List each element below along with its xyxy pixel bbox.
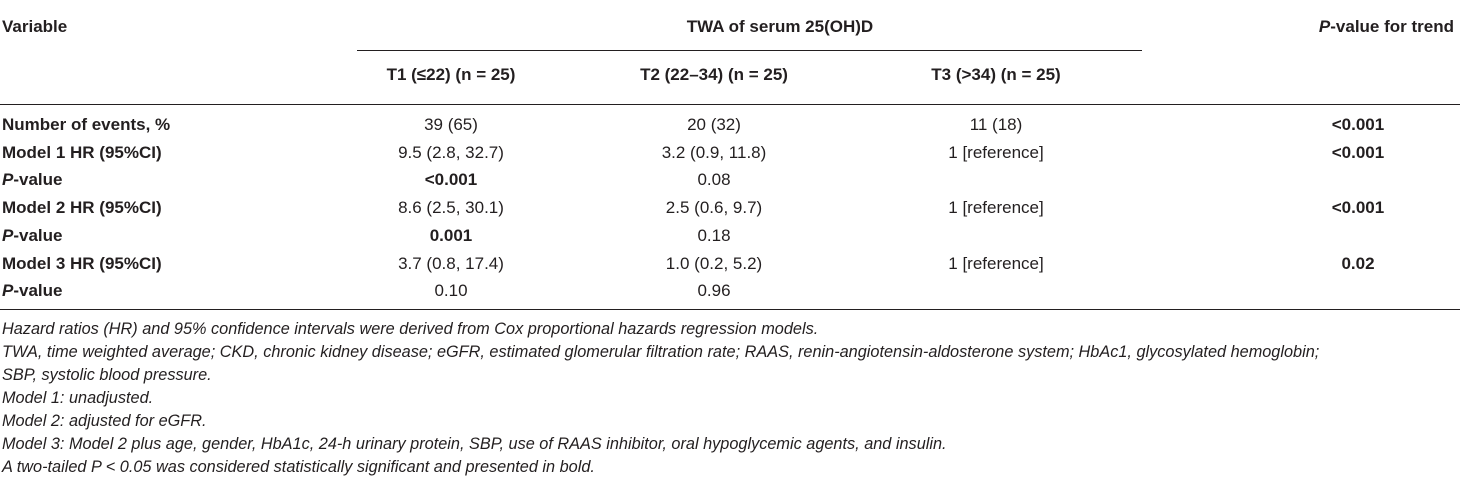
cell-t1: 3.7 (0.8, 17.4)	[398, 254, 504, 273]
row-label-text: -value	[13, 226, 63, 245]
footnote: SBP, systolic blood pressure.	[2, 366, 212, 384]
cell-t1: 9.5 (2.8, 32.7)	[398, 143, 504, 162]
cell-t3: 11 (18)	[969, 115, 1023, 134]
header-variable: Variable	[2, 17, 68, 36]
cell-t2: 0.08	[697, 170, 731, 189]
bottom-rule	[0, 309, 1460, 310]
footnote: TWA, time weighted average; CKD, chronic kidney disease; eGFR, estimated glomerular filtration rate; RAAS, renin-angiotensin-aldosterone system; HbAc1, glycosylated hemoglobin;	[2, 343, 1320, 361]
group-rule	[357, 50, 1142, 51]
cell-t2: 20 (32)	[687, 115, 741, 134]
row-label-text: Model 3 HR (95%CI)	[2, 254, 162, 273]
footnote: Model 2: adjusted for eGFR.	[2, 412, 207, 430]
cell-t2: 2.5 (0.6, 9.7)	[665, 198, 763, 217]
header-group: TWA of serum 25(OH)D	[686, 17, 874, 36]
cell-t2: 3.2 (0.9, 11.8)	[661, 143, 767, 162]
cell-t3: 1 [reference]	[948, 198, 1044, 217]
cell-t3: 1 [reference]	[948, 143, 1044, 162]
row-label	[2, 170, 62, 190]
cell-trend: <0.001	[1331, 115, 1385, 134]
row-label-text: Model 2 HR (95%CI)	[2, 198, 162, 217]
row-label-text: -value	[13, 281, 63, 300]
cell-trend: 0.02	[1341, 254, 1375, 273]
row-label-italic: P	[2, 281, 14, 300]
cell-t1: 8.6 (2.5, 30.1)	[398, 198, 504, 217]
cell-t1: 0.10	[434, 281, 468, 300]
header-trend-rest: -value for trend	[1330, 17, 1454, 36]
cell-t1: <0.001	[424, 170, 478, 189]
cell-t2: 1.0 (0.2, 5.2)	[665, 254, 763, 273]
header-trend-italic: P	[1318, 17, 1331, 36]
cell-trend: <0.001	[1331, 143, 1385, 162]
header-t3: T3 (>34) (n = 25)	[931, 65, 1061, 84]
cell-t1: 39 (65)	[424, 115, 478, 134]
cell-t3: 1 [reference]	[948, 254, 1044, 273]
row-label	[2, 226, 62, 246]
cell-trend: <0.001	[1331, 198, 1385, 217]
row-label	[2, 198, 162, 218]
row-label-italic: P	[2, 226, 14, 245]
row-label-italic: P	[2, 170, 14, 189]
row-label-text: Number of events, %	[2, 115, 171, 134]
header-t1: T1 (≤22) (n = 25)	[386, 65, 516, 84]
cell-t1: 0.001	[429, 226, 473, 245]
footnote: Hazard ratios (HR) and 95% confidence intervals were derived from Cox proportional hazards regression models.	[2, 320, 819, 338]
row-label	[2, 143, 162, 163]
row-label-text: Model 1 HR (95%CI)	[2, 143, 162, 162]
row-label	[2, 254, 162, 274]
footnote: Model 3: Model 2 plus age, gender, HbA1c, 24-h urinary protein, SBP, use of RAAS inhibitor, oral hypoglycemic agents, and insulin.	[2, 435, 947, 453]
footnote: Model 1: unadjusted.	[2, 389, 154, 407]
header-rule	[0, 104, 1460, 105]
row-label	[2, 281, 62, 301]
row-label-text: -value	[13, 170, 63, 189]
footnote: A two-tailed P < 0.05 was considered statistically significant and presented in bold.	[2, 458, 595, 476]
row-label	[2, 115, 170, 135]
header-t2: T2 (22–34) (n = 25)	[640, 65, 788, 84]
cell-t2: 0.18	[697, 226, 731, 245]
header-trend	[1319, 17, 1454, 37]
cell-t2: 0.96	[697, 281, 731, 300]
